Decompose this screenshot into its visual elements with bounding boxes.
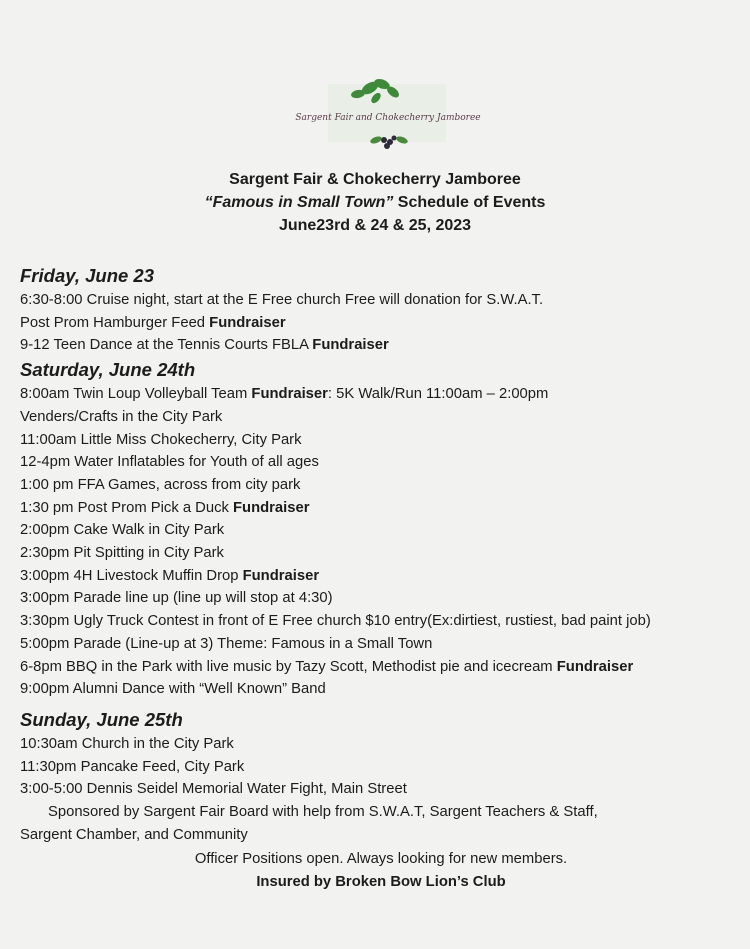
event-text: 1:30 pm Post Prom Pick a Duck (20, 499, 233, 516)
day-heading-saturday: Saturday, June 24th (20, 359, 196, 381)
event-text: 1:00 pm FFA Games, across from city park (20, 476, 301, 493)
event-text: 8:00am Twin Loup Volleyball Team (20, 386, 252, 403)
fundraiser-tag: Fundraiser (251, 386, 328, 403)
officer-note: Officer Positions open. Always looking for new members. (194, 851, 568, 868)
fundraiser-tag: Fundraiser (556, 658, 634, 675)
event-text: 9:00pm Alumni Dance with “Well Known” Band (20, 681, 326, 698)
event-subtitle (0, 191, 750, 214)
fundraiser-tag: Fundraiser (209, 314, 286, 331)
event-text: 3:30pm Ugly Truck Contest in front of E Free church $10 entry(Ex:dirtiest, rustiest, bad paint job) (20, 613, 651, 630)
event-title: Sargent Fair & Chokecherry Jamboree (229, 171, 521, 188)
saturday-event-item (20, 610, 742, 633)
sponsor-line-1: Sponsored by Sargent Fair Board with help from S.W.A.T, Sargent Teachers & Staff, (48, 804, 598, 821)
friday-event-item (20, 289, 742, 312)
event-text: 10:30am Church in the City Park (20, 735, 234, 752)
saturday-event-item (20, 451, 742, 474)
event-text: Venders/Crafts in the City Park (20, 408, 223, 425)
event-text: 3:00pm Parade line up (line up will stop at 4:30) (20, 590, 333, 607)
event-dates: June23rd & 24 & 25, 2023 (278, 217, 472, 234)
event-text: 6:30-8:00 Cruise night, start at the E Free church Free will donation for S.W.A.T. (20, 292, 544, 308)
event-text: 11:00am Little Miss Chokecherry, City Park (20, 431, 302, 448)
sponsor-line-2: Sargent Chamber, and Community (20, 826, 248, 843)
saturday-event-item (20, 474, 742, 497)
sunday-events (20, 733, 742, 801)
saturday-event-item (20, 633, 742, 656)
friday-event-item (20, 312, 742, 335)
day-heading-friday: Friday, June 23 (20, 265, 155, 286)
event-header (0, 168, 750, 237)
sunday-event-item (20, 778, 742, 801)
sunday-event-item (20, 733, 742, 756)
event-text: 12-4pm Water Inflatables for Youth of all ages (20, 454, 319, 471)
event-text-after: : 5K Walk/Run 11:00am – 2:00pm (327, 386, 549, 403)
saturday-event-item (20, 519, 742, 542)
friday-events (20, 289, 742, 357)
sunday-event-item (20, 756, 742, 779)
event-text: 3:00pm 4H Livestock Muffin Drop (20, 567, 243, 584)
fundraiser-tag: Fundraiser (233, 499, 310, 516)
saturday-event-item (20, 656, 742, 679)
event-text: 9-12 Teen Dance at the Tennis Courts FBLA (20, 337, 313, 354)
saturday-event-item (20, 587, 742, 610)
insured-by: Insured by Broken Bow Lion’s Club (256, 874, 506, 891)
fundraiser-tag: Fundraiser (312, 337, 389, 354)
event-text: 2:00pm Cake Walk in City Park (20, 522, 225, 539)
saturday-event-item (20, 542, 742, 565)
fundraiser-tag: Fundraiser (242, 567, 320, 584)
saturday-event-item (20, 383, 742, 406)
saturday-events (20, 383, 742, 701)
event-subtitle-rest: Schedule of Events (393, 194, 546, 211)
saturday-event-item (20, 678, 742, 701)
saturday-event-item (20, 406, 742, 429)
event-theme: “Famous in Small Town” (204, 194, 394, 211)
event-text: 5:00pm Parade (Line-up at 3) Theme: Famous in a Small Town (20, 635, 433, 652)
event-text: 11:30pm Pancake Feed, City Park (20, 758, 245, 775)
schedule (20, 263, 742, 894)
jamboree-logo (295, 74, 481, 154)
saturday-event-item (20, 497, 742, 520)
saturday-event-item (20, 565, 742, 588)
day-heading-sunday: Sunday, June 25th (20, 708, 183, 730)
event-text: 2:30pm Pit Spitting in City Park (20, 545, 224, 562)
svg-text:Sargent Fair and Chokecherry J: Sargent Fair and Chokecherry Jamboree (295, 113, 481, 123)
event-text: Post Prom Hamburger Feed (20, 314, 210, 331)
saturday-event-item (20, 429, 742, 452)
event-text: 6-8pm BBQ in the Park with live music by Tazy Scott, Methodist pie and icecream (20, 658, 557, 675)
event-text: 3:00-5:00 Dennis Seidel Memorial Water Fight, Main Street (20, 781, 407, 798)
friday-event-item (20, 334, 742, 357)
